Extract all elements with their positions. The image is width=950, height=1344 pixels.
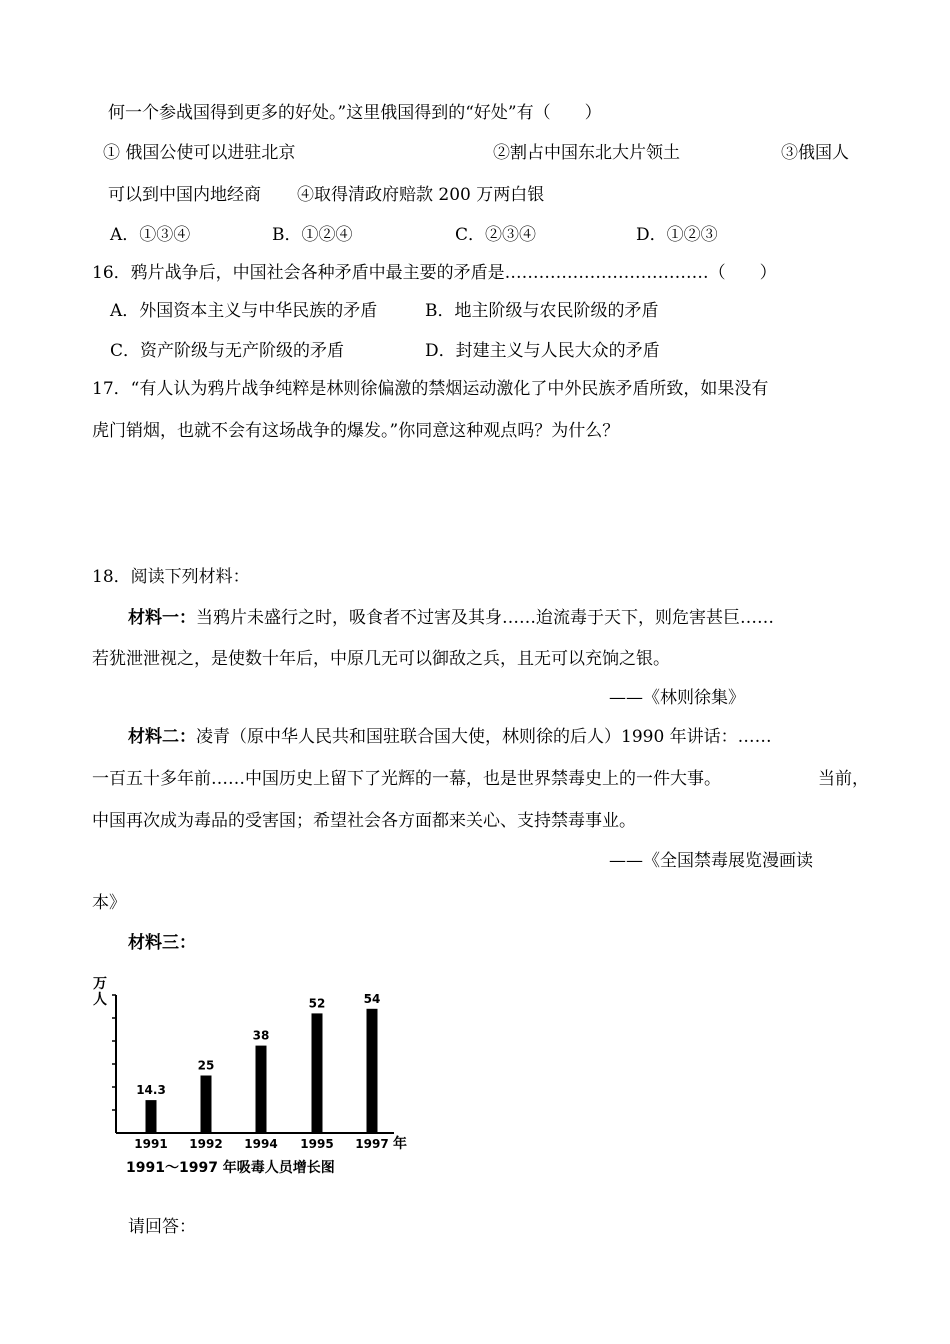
material-1-line-1 xyxy=(128,607,774,629)
material-2-text-1: 凌青（原中华人民共和国驻联合国大使，林则徐的后人）1990 年讲话：…… xyxy=(196,727,772,747)
material-2-source: ——《全国禁毒展览漫画读 xyxy=(609,851,813,871)
chart-value-label-1992: 25 xyxy=(197,1058,215,1073)
q18-intro: 18．阅读下列材料： xyxy=(92,567,250,587)
chart-bar-1992 xyxy=(201,1076,212,1134)
q15-item-3: ③俄国人 xyxy=(781,143,849,163)
q15-option-b: B．①②④ xyxy=(272,225,353,245)
chart-bar-1994 xyxy=(256,1046,267,1133)
chart-x-axis-label: 年 xyxy=(393,1136,407,1152)
drug-users-chart xyxy=(86,970,416,1180)
material-2-line-1 xyxy=(128,726,772,748)
material-2-line-2: 一百五十多年前……中国历史上留下了光辉的一幕，也是世界禁毒史上的一件大事。 xyxy=(92,769,721,789)
chart-bars xyxy=(134,992,388,1151)
q16-stem: 16．鸦片战争后，中国社会各种矛盾中最主要的矛盾是………………………………（ ） xyxy=(92,263,777,283)
material-1-label: 材料一： xyxy=(128,608,196,628)
chart-category-label-1992: 1992 xyxy=(189,1137,223,1151)
q17-stem-line-2: 虎门销烟，也就不会有这场战争的爆发。”你同意这种观点吗？为什么？ xyxy=(92,421,620,441)
material-2-line-3: 中国再次成为毒品的受害国；希望社会各方面都来关心、支持禁毒事业。 xyxy=(92,811,636,831)
chart-value-label-1994: 38 xyxy=(252,1028,270,1043)
q15-item-2: ②割占中国东北大片领土 xyxy=(493,143,680,163)
q15-item-1: ① 俄国公使可以进驻北京 xyxy=(103,143,296,163)
chart-category-label-1997: 1997 xyxy=(355,1137,389,1151)
q16-option-d: D．封建主义与人民大众的矛盾 xyxy=(425,341,660,361)
q15-option-c: C．②③④ xyxy=(455,225,537,245)
q16-option-c: C．资产阶级与无产阶级的矛盾 xyxy=(110,341,345,361)
chart-value-label-1997: 54 xyxy=(363,991,381,1006)
material-2-label: 材料二： xyxy=(128,727,196,747)
chart-y-axis-label-2: 人 xyxy=(93,992,107,1008)
material-2-line-2-end: 当前， xyxy=(818,769,869,789)
chart-category-label-1991: 1991 xyxy=(134,1137,168,1151)
chart-category-label-1994: 1994 xyxy=(244,1137,278,1151)
q16-option-b: B．地主阶级与农民阶级的矛盾 xyxy=(425,301,659,321)
material-1-source: ——《林则徐集》 xyxy=(609,688,745,708)
chart-y-axis-label-1: 万 xyxy=(93,976,107,992)
material-1-text-1: 当鸦片未盛行之时，吸食者不过害及其身……迨流毒于天下，则危害甚巨…… xyxy=(196,608,774,628)
q15-item-4: ④取得清政府赔款 200 万两白银 xyxy=(297,185,545,205)
material-1-line-2: 若犹泄泄视之，是使数十年后，中原几无可以御敌之兵，且无可以充饷之银。 xyxy=(92,649,670,669)
q15-option-d: D．①②③ xyxy=(636,225,718,245)
q15-stem-continuation: 何一个参战国得到更多的好处。”这里俄国得到的“好处”有（ ） xyxy=(108,103,602,123)
chart-title: 1991～1997 年吸毒人员增长图 xyxy=(126,1160,335,1176)
chart-bar-1997 xyxy=(367,1009,378,1133)
q15-option-a: A．①③④ xyxy=(110,225,191,245)
q17-stem-line-1: 17．“有人认为鸦片战争纯粹是林则徐偏激的禁烟运动激化了中外民族矛盾所致，如果没有 xyxy=(92,379,769,399)
q15-item-3-continuation: 可以到中国内地经商 xyxy=(108,185,261,205)
chart-category-label-1995: 1995 xyxy=(300,1137,334,1151)
material-2-source-continuation: 本》 xyxy=(92,893,126,913)
q16-option-a: A．外国资本主义与中华民族的矛盾 xyxy=(110,301,378,321)
chart-value-label-1991: 14.3 xyxy=(136,1083,166,1098)
answer-prompt: 请回答： xyxy=(128,1217,196,1237)
chart-bar-1991 xyxy=(146,1100,157,1133)
chart-value-label-1995: 52 xyxy=(308,996,326,1011)
chart-bar-1995 xyxy=(312,1013,323,1133)
material-3-label: 材料三： xyxy=(128,933,196,953)
